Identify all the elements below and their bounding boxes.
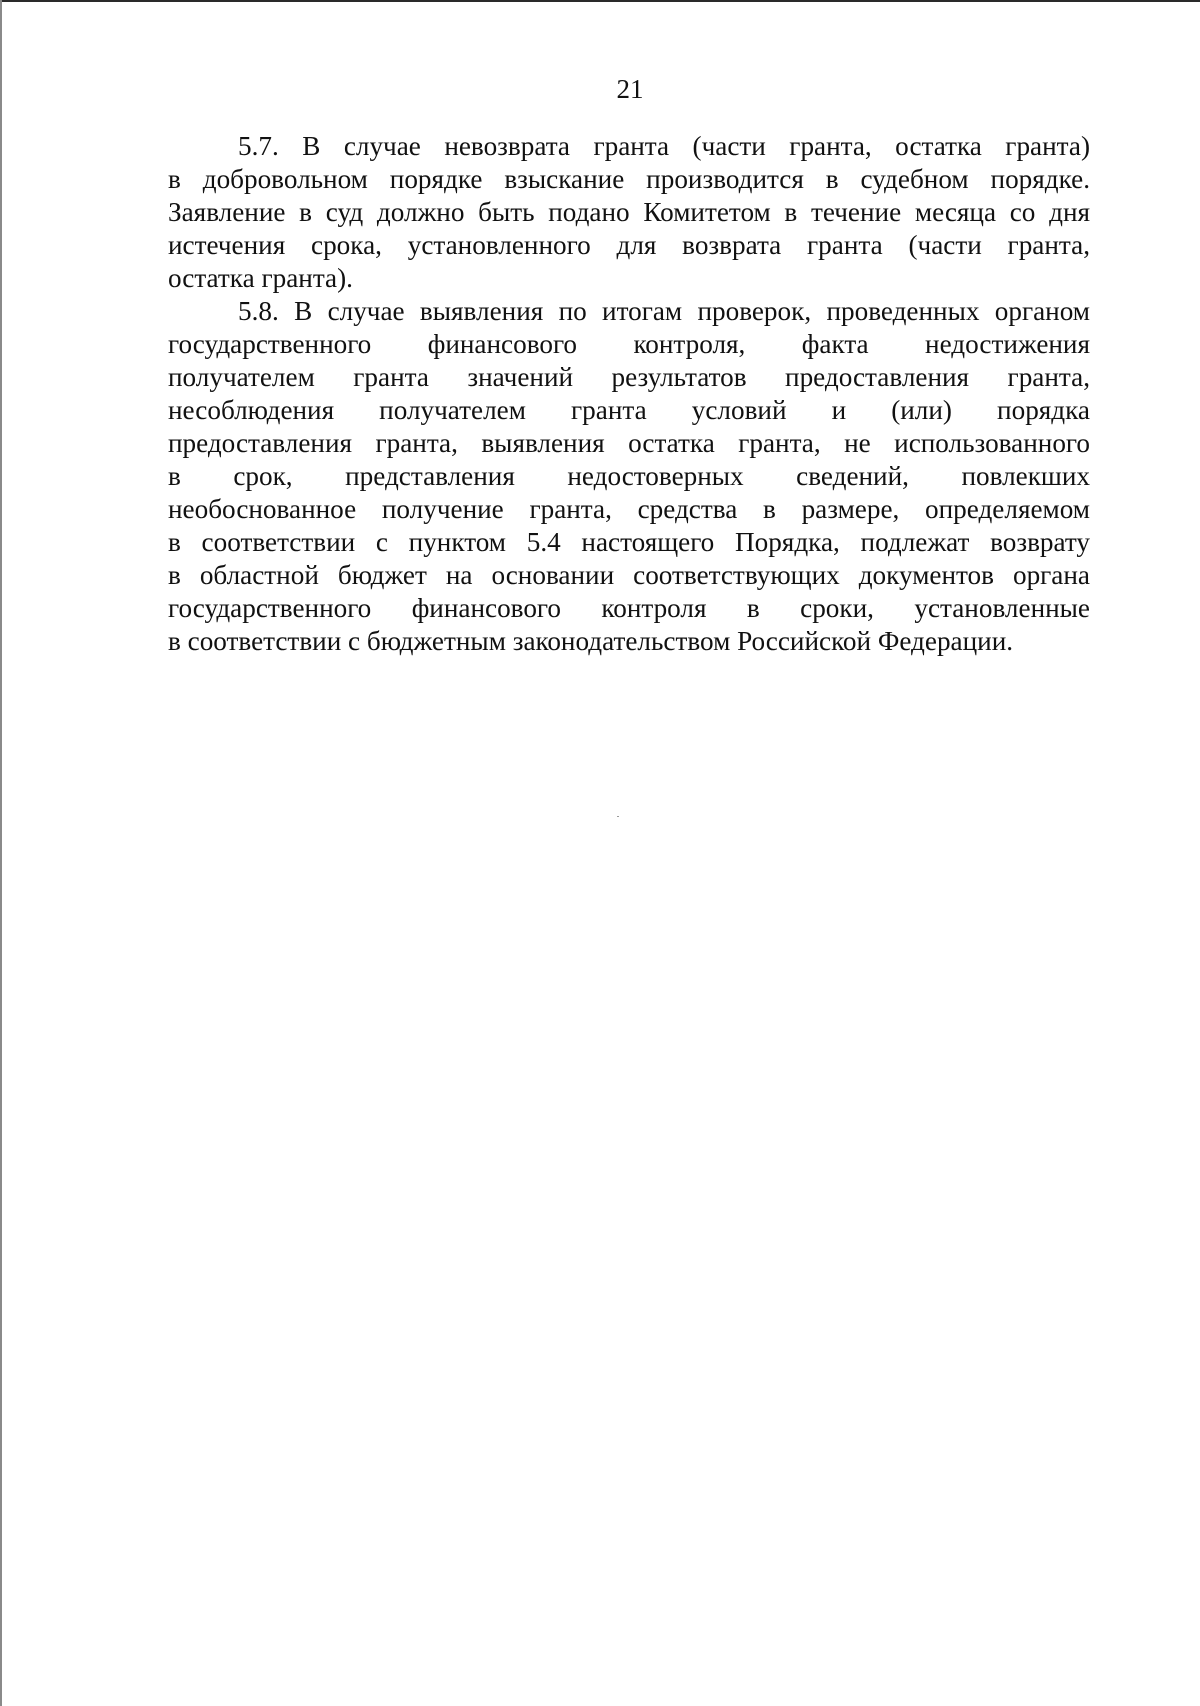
text-line: в областной бюджет на основании соответствующих документов органа [168,560,1090,590]
page-number: 21 [616,74,644,104]
text-line: получателем гранта значений результатов предоставления гранта, [168,362,1090,392]
document-body [168,130,1090,658]
text-line: предоставления гранта, выявления остатка гранта, не использованного [168,428,1090,458]
text-line: Заявление в суд должно быть подано Комитетом в течение месяца со дня [168,197,1090,227]
text-line: в соответствии с пунктом 5.4 настоящего Порядка, подлежат возврату [168,527,1090,557]
section-5-8-paragraph [168,295,1090,658]
text-line: государственного финансового контроля, факта недостижения [168,329,1090,359]
text-line: остатка гранта). [168,263,353,293]
text-line: истечения срока, установленного для возврата гранта (части гранта, [168,230,1090,260]
text-line: в срок, представления недостоверных сведений, повлекших [168,461,1090,491]
scan-speck [617,816,619,817]
scan-border-left [0,0,2,1706]
scan-border-top [0,0,1200,2]
text-line: государственного финансового контроля в сроки, установленные [168,593,1090,623]
text-line: несоблюдения получателем гранта условий и (или) порядка [168,395,1090,425]
text-line: в добровольном порядке взыскание производится в судебном порядке. [168,164,1090,194]
text-line: необоснованное получение гранта, средства в размере, определяемом [168,494,1090,524]
section-5-7-paragraph [168,130,1090,295]
text-line: 5.8. В случае выявления по итогам проверок, проведенных органом [238,296,1090,326]
text-line: в соответствии с бюджетным законодательством Российской Федерации. [168,626,1014,656]
text-line: 5.7. В случае невозврата гранта (части гранта, остатка гранта) [238,131,1090,161]
